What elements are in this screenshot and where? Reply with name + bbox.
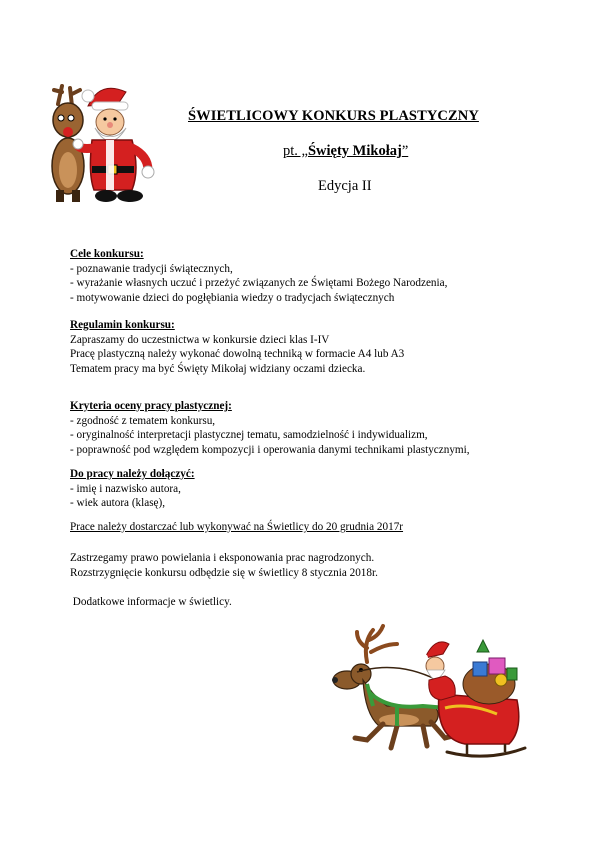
attach-section — [70, 467, 195, 511]
rules-section — [70, 318, 404, 376]
attach-heading: Do pracy należy dołączyć: — [70, 468, 195, 480]
goals-section — [70, 247, 447, 305]
list-item: - zgodność z tematem konkursu, — [70, 414, 216, 427]
subtitle-suffix: ” — [401, 143, 409, 159]
list-item: - poprawność pod względem kompozycji i operowania danymi technikami plastycznymi, — [70, 443, 470, 456]
info-text: Dodatkowe informacje w świetlicy. — [70, 596, 232, 608]
list-item: - wyrażanie własnych uczuć i przeżyć związanych ze Świętami Bożego Narodzenia, — [70, 277, 448, 290]
criteria-heading: Kryteria oceny pracy plastycznej: — [70, 400, 232, 412]
santa-reindeer-clipart — [48, 78, 160, 206]
notes-section — [70, 551, 378, 580]
list-item: - oryginalność interpretacji plastycznej tematu, samodzielność i indywidualizm, — [70, 429, 428, 442]
list-item: Zapraszamy do uczestnictwa w konkursie dzieci klas I-IV — [70, 333, 330, 346]
list-item: - wiek autora (klasę), — [70, 497, 166, 510]
list-item: Tematem pracy ma być Święty Mikołaj widziany oczami dziecka. — [70, 362, 366, 375]
page-title: ŚWIETLICOWY KONKURS PLASTYCZNY — [188, 108, 479, 124]
note-line: Zastrzegamy prawo powielania i eksponowania prac nagrodzonych. — [70, 552, 375, 564]
criteria-section — [70, 399, 470, 457]
deadline-text: Prace należy dostarczać lub wykonywać na Świetlicy do 20 grudnia 2017r — [70, 521, 404, 533]
rules-heading: Regulamin konkursu: — [70, 319, 175, 331]
subtitle-prefix: pt. „ — [283, 143, 308, 159]
note-line: Rozstrzygnięcie konkursu odbędzie się w świetlicy 8 stycznia 2018r. — [70, 566, 378, 579]
page-subtitle — [283, 143, 408, 160]
list-item: - poznawanie tradycji świątecznych, — [70, 262, 233, 275]
list-item: Pracę plastyczną należy wykonać dowolną techniką w formacie A4 lub A3 — [70, 348, 405, 361]
subtitle-name: Święty Mikołaj — [307, 143, 402, 159]
santa-sleigh-clipart — [327, 622, 527, 762]
edition-label: Edycja II — [318, 178, 372, 194]
goals-heading: Cele konkursu: — [70, 248, 144, 260]
list-item: - imię i nazwisko autora, — [70, 482, 181, 495]
list-item: - motywowanie dzieci do pogłębiania wiedzy o tradycjach świątecznych — [70, 291, 395, 304]
